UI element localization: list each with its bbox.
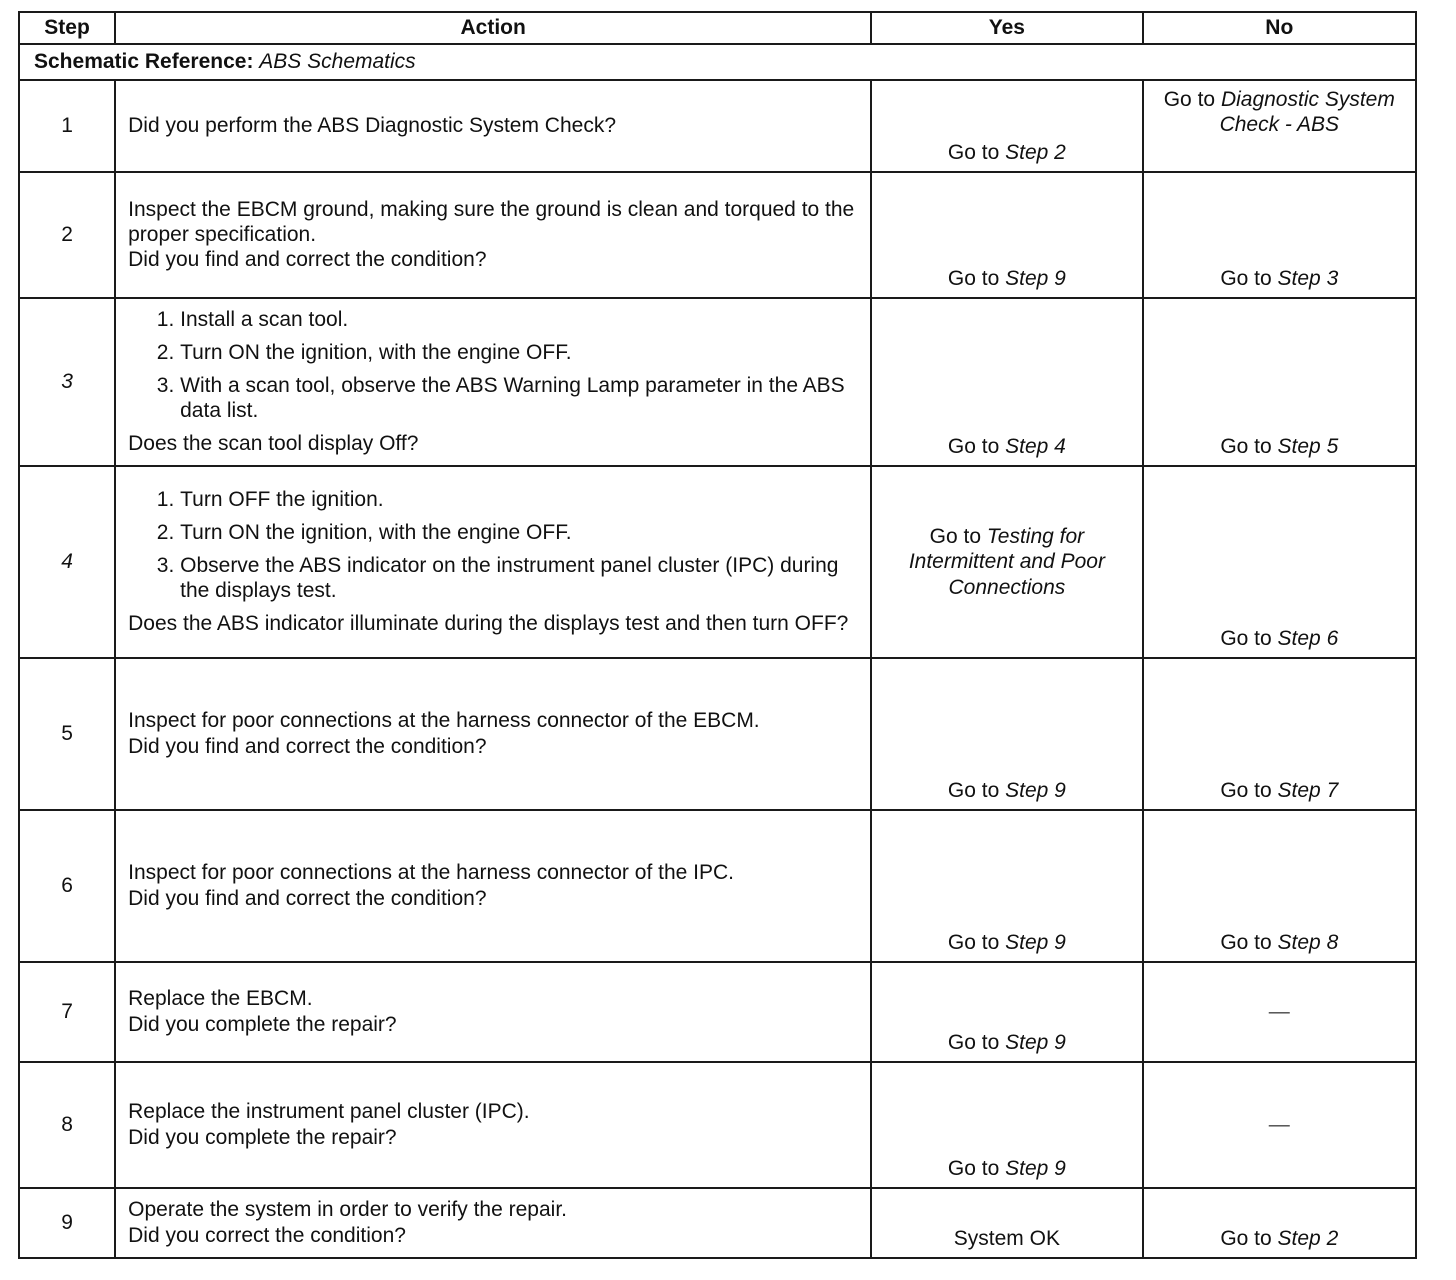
no-cell <box>1143 1188 1416 1258</box>
no-cell <box>1143 466 1416 658</box>
step-number: 4 <box>19 466 115 658</box>
yes-link[interactable]: Step 9 <box>1005 1156 1066 1180</box>
action-cell <box>115 1062 871 1188</box>
action-question: Did you complete the repair? <box>128 1012 397 1036</box>
diagnostic-table <box>18 11 1417 1259</box>
header-row <box>19 12 1416 44</box>
no-prefix: Go to <box>1220 626 1272 650</box>
action-cell <box>115 1188 871 1258</box>
no-cell <box>1143 810 1416 962</box>
yes-prefix: Go to <box>947 266 1000 290</box>
schematic-label: Schematic Reference: <box>34 50 254 74</box>
action-cell <box>115 962 871 1062</box>
action-list-item: 2. Turn ON the ignition, with the engine OFF. <box>180 520 858 545</box>
yes-cell <box>871 1062 1142 1188</box>
yes-cell <box>871 466 1142 658</box>
action-list-item: 3. Observe the ABS indicator on the instrument panel cluster (IPC) during the displays test. <box>180 553 858 603</box>
action-question: Did you find and correct the condition? <box>128 886 487 910</box>
yes-prefix: Go to <box>947 930 1000 954</box>
action-list-item: 2. Turn ON the ignition, with the engine OFF. <box>180 340 858 365</box>
yes-prefix: Go to <box>947 140 1000 164</box>
no-link[interactable]: Step 3 <box>1277 266 1339 290</box>
table-row <box>19 298 1416 466</box>
no-cell <box>1143 298 1416 466</box>
action-question: Did you find and correct the condition? <box>128 734 487 758</box>
action-text: Did you perform the ABS Diagnostic System Check? <box>128 113 617 137</box>
yes-cell <box>871 962 1142 1062</box>
no-cell <box>1143 172 1416 298</box>
no-cell <box>1143 658 1416 810</box>
action-cell <box>115 80 871 172</box>
yes-cell <box>871 810 1142 962</box>
header-no: No <box>1143 12 1416 44</box>
no-prefix: Go to <box>1220 266 1272 290</box>
table-row <box>19 962 1416 1062</box>
yes-cell <box>871 172 1142 298</box>
action-cell <box>115 466 871 658</box>
step-number: 9 <box>19 1188 115 1258</box>
no-prefix: Go to <box>1220 1226 1272 1250</box>
action-cell <box>115 810 871 962</box>
table-row <box>19 1188 1416 1258</box>
no-cell <box>1143 80 1416 172</box>
yes-prefix: Go to <box>947 778 1000 802</box>
action-question: Does the ABS indicator illuminate during the displays test and then turn OFF? <box>128 612 849 636</box>
action-text: Operate the system in order to verify the repair. <box>128 1198 567 1222</box>
yes-cell <box>871 80 1142 172</box>
step-number: 3 <box>19 298 115 466</box>
action-text: Inspect the EBCM ground, making sure the ground is clean and torqued to the proper specification. <box>128 197 855 246</box>
no-link[interactable]: Step 2 <box>1277 1226 1339 1250</box>
action-text: Replace the instrument panel cluster (IPC). <box>128 1100 530 1124</box>
action-question: Did you find and correct the condition? <box>128 248 487 272</box>
action-question: Did you complete the repair? <box>128 1125 397 1149</box>
yes-prefix: Go to <box>929 525 982 549</box>
table-row <box>19 658 1416 810</box>
action-cell <box>115 298 871 466</box>
no-prefix: Go to <box>1220 778 1272 802</box>
table-row <box>19 810 1416 962</box>
yes-prefix: Go to <box>947 1156 1000 1180</box>
table-row <box>19 466 1416 658</box>
yes-link[interactable]: Step 9 <box>1005 930 1066 954</box>
schematic-reference <box>19 44 1416 80</box>
step-number: 6 <box>19 810 115 962</box>
action-question: Did you correct the condition? <box>128 1223 406 1247</box>
no-link[interactable]: Diagnostic System Check - ABS <box>1219 88 1395 137</box>
action-list-item: 1. Install a scan tool. <box>180 307 858 332</box>
step-number: 8 <box>19 1062 115 1188</box>
action-text: Replace the EBCM. <box>128 987 313 1011</box>
no-prefix: Go to <box>1220 434 1272 458</box>
step-number: 5 <box>19 658 115 810</box>
yes-cell: System OK <box>871 1188 1142 1258</box>
yes-link[interactable]: Step 9 <box>1005 778 1066 802</box>
action-list <box>128 487 858 612</box>
table-row <box>19 80 1416 172</box>
action-cell <box>115 658 871 810</box>
no-link[interactable]: Step 7 <box>1277 778 1339 802</box>
no-prefix: Go to <box>1220 930 1272 954</box>
header-yes: Yes <box>871 12 1142 44</box>
yes-link[interactable]: Step 9 <box>1005 266 1066 290</box>
yes-prefix: Go to <box>947 434 1000 458</box>
yes-cell <box>871 298 1142 466</box>
header-step: Step <box>19 12 115 44</box>
action-cell <box>115 172 871 298</box>
no-prefix: Go to <box>1163 88 1216 111</box>
no-cell: — <box>1143 1062 1416 1188</box>
step-number: 7 <box>19 962 115 1062</box>
step-number: 2 <box>19 172 115 298</box>
schematic-link[interactable]: ABS Schematics <box>259 50 416 74</box>
no-link[interactable]: Step 5 <box>1277 434 1339 458</box>
yes-link[interactable]: Step 9 <box>1005 1030 1066 1054</box>
yes-link[interactable]: Step 2 <box>1005 140 1066 164</box>
action-list <box>128 307 858 432</box>
header-action: Action <box>115 12 871 44</box>
yes-link[interactable]: Testing for Intermittent and Poor Connections <box>908 525 1105 599</box>
action-text: Inspect for poor connections at the harness connector of the EBCM. <box>128 709 760 733</box>
yes-prefix: Go to <box>947 1030 1000 1054</box>
step-number: 1 <box>19 80 115 172</box>
action-text: Inspect for poor connections at the harness connector of the IPC. <box>128 861 734 885</box>
action-question: Does the scan tool display Off? <box>128 432 419 456</box>
table-row <box>19 1062 1416 1188</box>
no-link[interactable]: Step 6 <box>1277 626 1339 650</box>
schematic-row <box>19 44 1416 80</box>
table-row <box>19 172 1416 298</box>
action-list-item: 1. Turn OFF the ignition. <box>180 487 858 512</box>
no-link[interactable]: Step 8 <box>1277 930 1339 954</box>
action-list-item: 3. With a scan tool, observe the ABS Warning Lamp parameter in the ABS data list. <box>180 373 858 423</box>
yes-link[interactable]: Step 4 <box>1005 434 1066 458</box>
yes-cell <box>871 658 1142 810</box>
no-cell: — <box>1143 962 1416 1062</box>
